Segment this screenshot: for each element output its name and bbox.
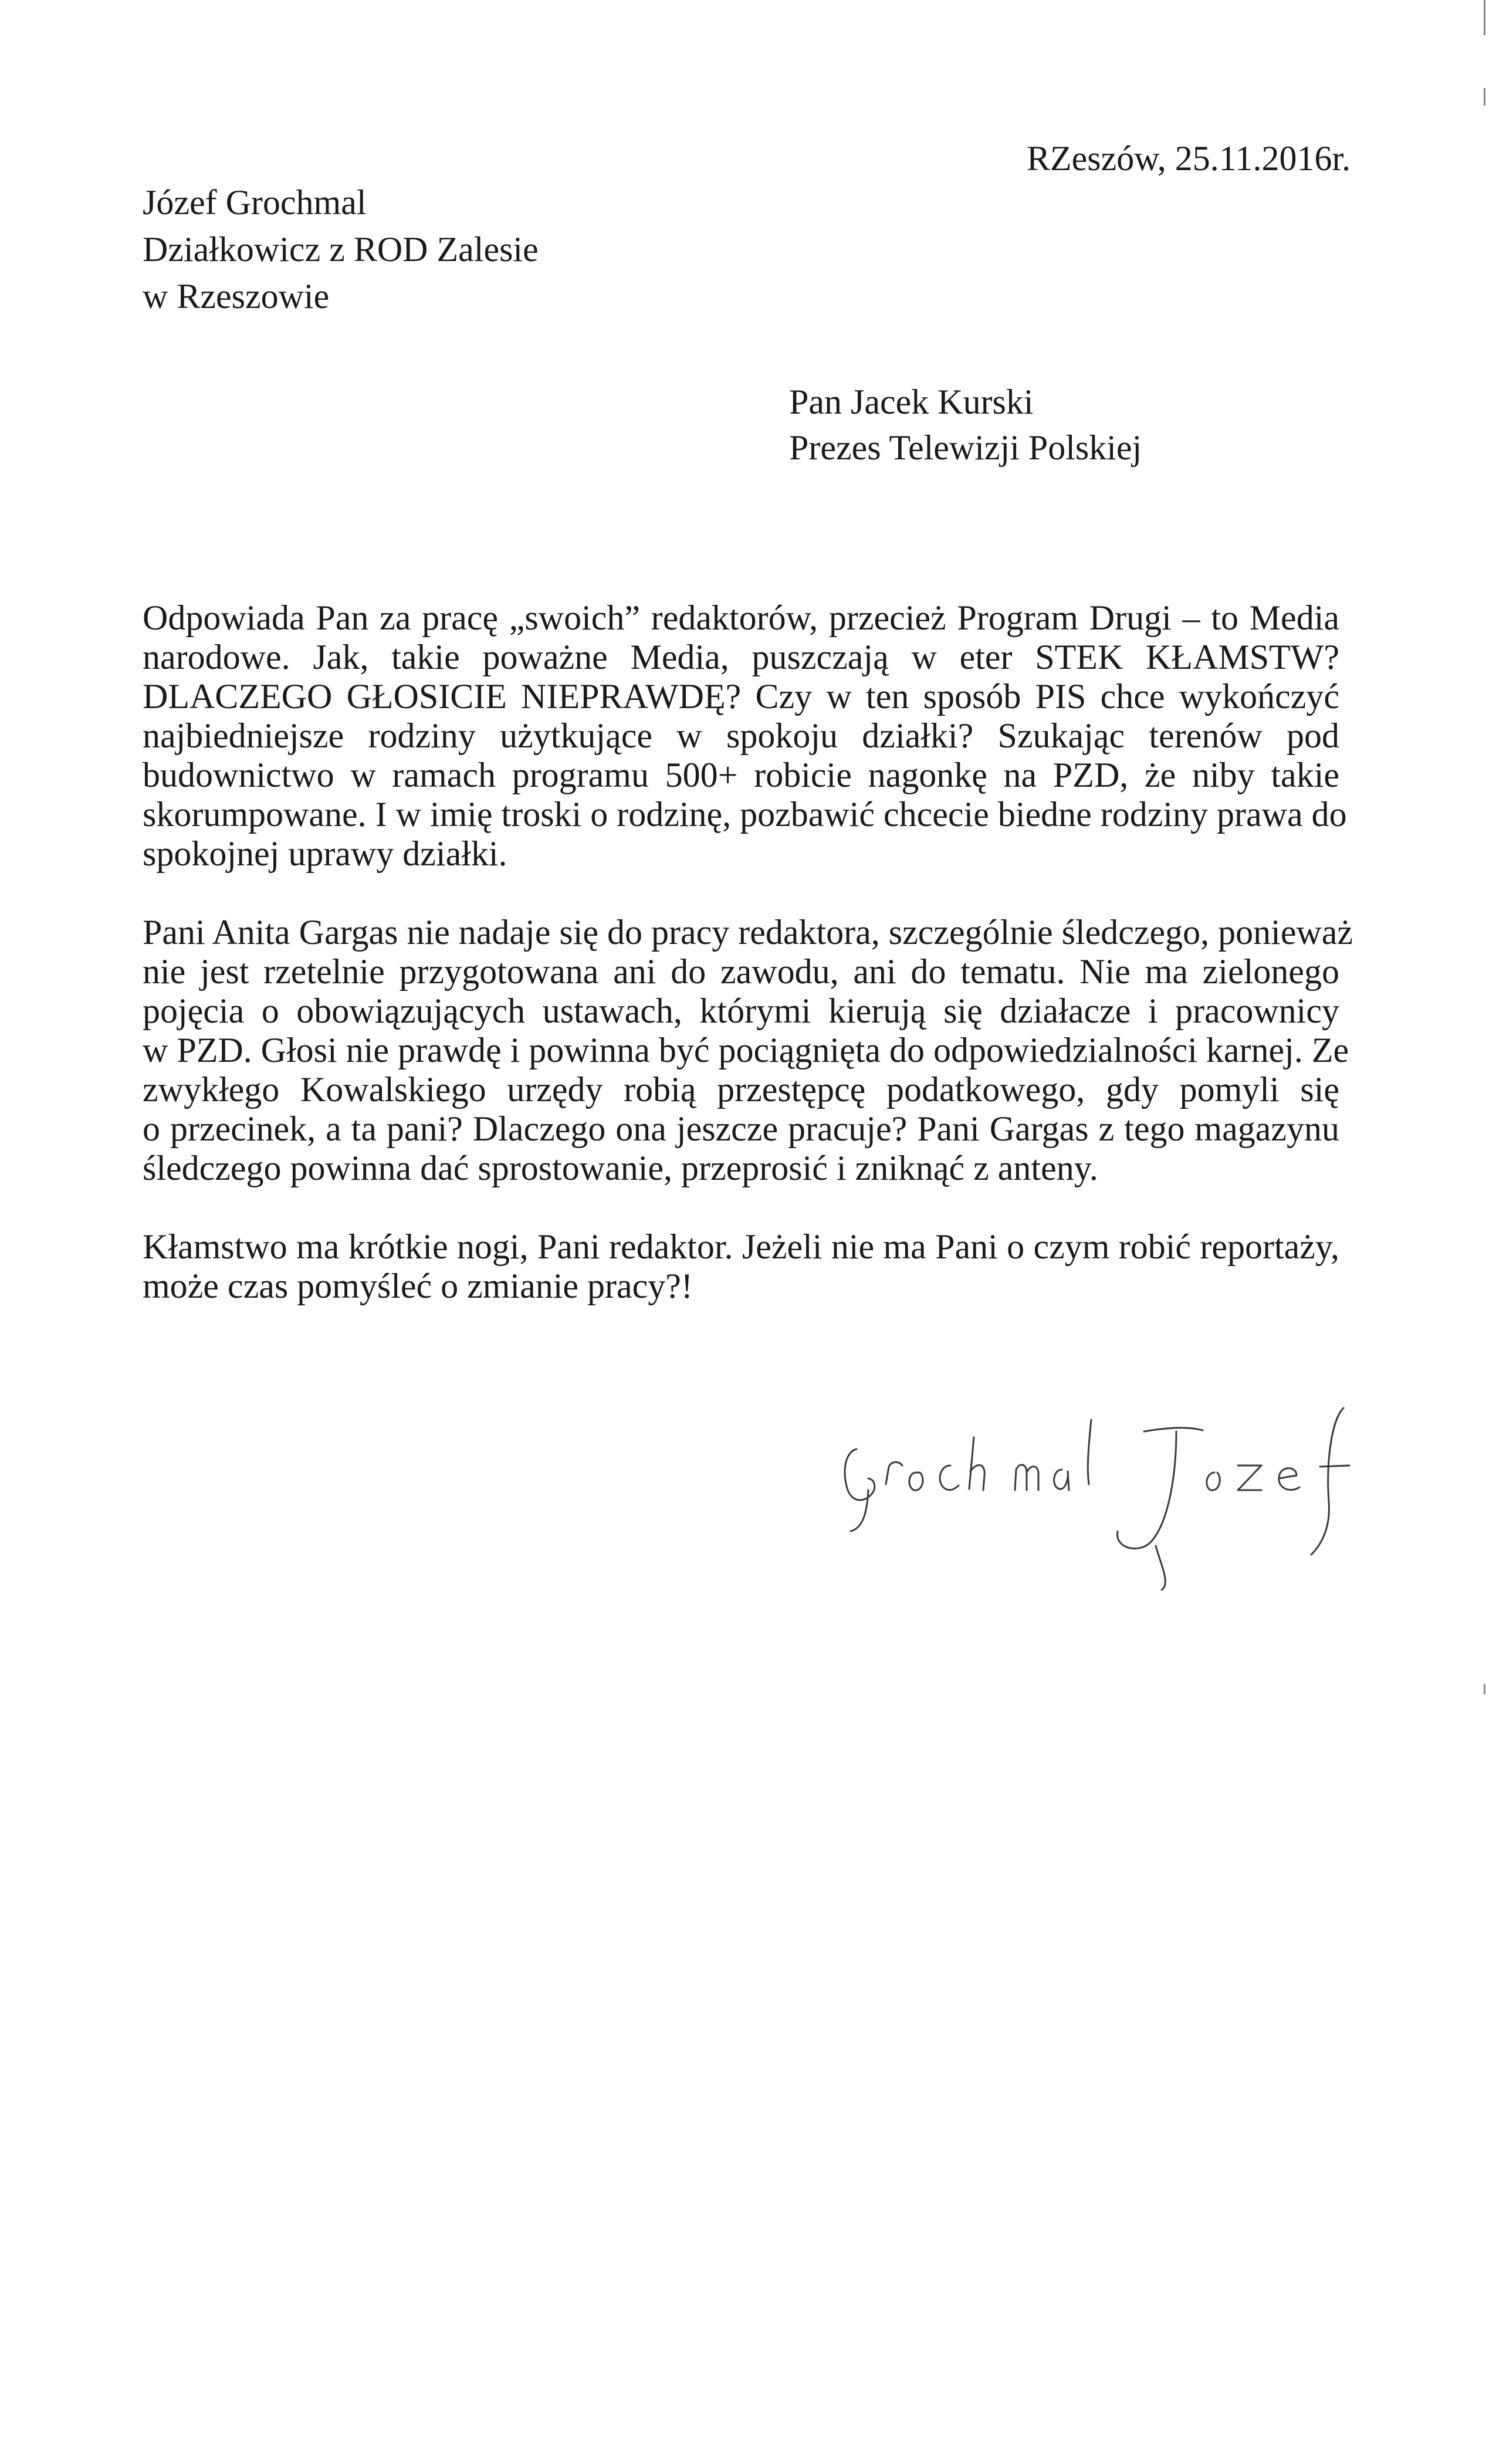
text-line: o przecinek, a ta pani? Dlaczego ona jeszcze pracuje? Pani Gargas z tego magazynu [143, 1109, 1339, 1148]
text-line: budownictwo w ramach programu 500+ robicie nagonkę na PZD, że niby takie [143, 756, 1339, 794]
text-line: DLACZEGO GŁOSICIE NIEPRAWDĘ? Czy w ten sposób PIS chce wykończyć [143, 677, 1339, 716]
scan-edge-mark [1484, 88, 1485, 106]
text-line: nie jest rzetelnie przygotowana ani do zawodu, ani do tematu. Nie ma zielonego [143, 952, 1339, 991]
paragraph-3 [143, 1227, 1339, 1306]
sender-role: Działkowicz z ROD Zalesie [143, 230, 539, 269]
text-line: narodowe. Jak, takie poważne Media, puszczają w eter STEK KŁAMSTW? [143, 638, 1339, 676]
text-line: może czas pomyśleć o zmianie pracy?! [143, 1267, 693, 1305]
text-line: w PZD. Głosi nie prawdę i powinna być pociągnięta do odpowiedzialności karnej. Ze [143, 1031, 1349, 1069]
letter-date: RZeszów, 25.11.2016r. [1027, 139, 1351, 178]
recipient-name: Pan Jacek Kurski [789, 383, 1034, 421]
scan-edge-mark [1484, 1684, 1485, 1694]
text-line: Odpowiada Pan za pracę „swoich” redaktorów, przecież Program Drugi – to Media [143, 598, 1339, 637]
sender-name: Józef Grochmal [143, 183, 367, 222]
paragraph-2 [143, 913, 1353, 1188]
sender-city: w Rzeszowie [143, 277, 330, 316]
scan-edge-mark [1484, 0, 1485, 35]
text-line: Kłamstwo ma krótkie nogi, Pani redaktor. Jeżeli nie ma Pani o czym robić reportaży, [143, 1227, 1339, 1266]
recipient-block [789, 379, 1142, 471]
text-line: Pani Anita Gargas nie nadaje się do pracy redaktora, szczególnie śledczego, ponieważ [143, 913, 1353, 952]
recipient-title: Prezes Telewizji Polskiej [789, 428, 1142, 467]
text-line: skorumpowane. I w imię troski o rodzinę, pozbawić chcecie biedne rodziny prawa do [143, 795, 1347, 834]
text-line: zwykłego Kowalskiego urzędy robią przestępcę podatkowego, gdy pomyli się [143, 1070, 1339, 1109]
letter-body [143, 598, 1353, 1345]
text-line: śledczego powinna dać sprostowanie, przeprosić i zniknąć z anteny. [143, 1149, 1098, 1187]
sender-block [143, 179, 539, 320]
handwritten-signature [833, 1389, 1420, 1596]
signature-text: Grochmal Józef [833, 1389, 893, 1399]
text-line: spokojnej uprawy działki. [143, 834, 507, 873]
text-line: pojęcia o obowiązujących ustawach, którymi kierują się działacze i pracownicy [143, 991, 1339, 1030]
text-line: najbiedniejsze rodziny użytkujące w spokoju działki? Szukając terenów pod [143, 716, 1339, 755]
paragraph-1 [143, 598, 1347, 874]
